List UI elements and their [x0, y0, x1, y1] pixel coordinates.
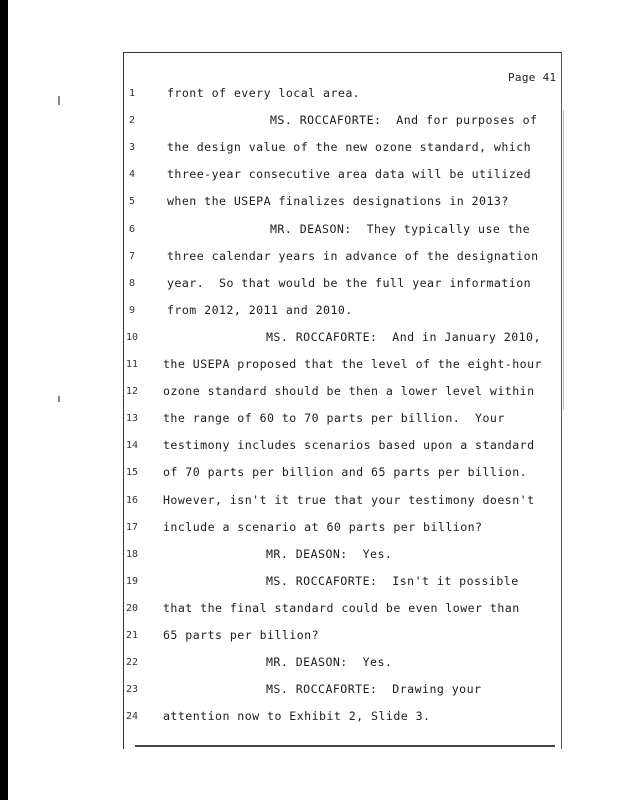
line-text: MR. DEASON: They typically use the: [270, 222, 531, 236]
line-text: attention now to Exhibit 2, Slide 3.: [163, 709, 431, 723]
line-number: 5: [128, 196, 136, 207]
line-number: 16: [125, 495, 139, 506]
line-text: 65 parts per billion?: [163, 628, 320, 642]
line-text: MS. ROCCAFORTE: Drawing your: [266, 682, 482, 696]
transcript-line: [0, 276, 618, 296]
line-text: MS. ROCCAFORTE: And in January 2010,: [266, 330, 541, 344]
line-text: MR. DEASON: Yes.: [266, 655, 393, 669]
transcript-line: [0, 493, 618, 513]
line-number: 23: [125, 684, 139, 695]
page-frame-bottom: [135, 745, 555, 747]
transcript-line: [0, 655, 618, 675]
line-number: 6: [128, 224, 136, 235]
line-text: MS. ROCCAFORTE: Isn't it possible: [266, 574, 519, 588]
line-text: the range of 60 to 70 parts per billion. Your: [163, 411, 505, 425]
transcript-line: [0, 438, 618, 458]
transcript-line: [0, 709, 618, 729]
transcript-line: [0, 384, 618, 404]
line-number: 1: [128, 88, 136, 99]
line-number: 14: [125, 440, 139, 451]
line-text: the USEPA proposed that the level of the eight-hour: [163, 357, 542, 371]
transcript-line: [0, 601, 618, 621]
line-number: 12: [125, 386, 139, 397]
transcript-line: [0, 547, 618, 567]
transcript-line: [0, 330, 618, 350]
line-text: when the USEPA finalizes designations in 2013?: [167, 194, 509, 208]
line-text: three-year consecutive area data will be utilized: [167, 167, 532, 181]
line-text: the design value of the new ozone standard, which: [167, 140, 532, 154]
line-text: However, isn't it true that your testimony doesn't: [163, 493, 535, 507]
line-number: 17: [125, 522, 139, 533]
line-number: 20: [125, 603, 139, 614]
line-number: 22: [125, 657, 139, 668]
line-text: three calendar years in advance of the designation: [167, 249, 539, 263]
transcript-line: [0, 303, 618, 323]
line-text: year. So that would be the full year information: [167, 276, 532, 290]
line-text: include a scenario at 60 parts per billion?: [163, 520, 483, 534]
line-text: of 70 parts per billion and 65 parts per billion.: [163, 465, 528, 479]
line-number: 9: [128, 305, 136, 316]
transcript-line: [0, 357, 618, 377]
transcript-line: [0, 411, 618, 431]
line-text: MS. ROCCAFORTE: And for purposes of: [270, 113, 538, 127]
transcript-line: [0, 222, 618, 242]
transcript-line: [0, 682, 618, 702]
page-number: Page 41: [508, 71, 557, 84]
line-text: ozone standard should be then a lower level within: [163, 384, 535, 398]
line-number: 24: [125, 711, 139, 722]
transcript-line: [0, 167, 618, 187]
transcript-line: [0, 140, 618, 160]
transcript-line: [0, 249, 618, 269]
line-text: from 2012, 2011 and 2010.: [167, 303, 353, 317]
line-number: 18: [125, 549, 139, 560]
transcript-line: [0, 194, 618, 214]
transcript-line: [0, 628, 618, 648]
line-number: 2: [128, 115, 136, 126]
line-number: 7: [128, 251, 136, 262]
line-number: 21: [125, 630, 139, 641]
line-text: MR. DEASON: Yes.: [266, 547, 393, 561]
line-number: 19: [125, 576, 139, 587]
line-text: that the final standard could be even lower than: [163, 601, 520, 615]
line-number: 11: [125, 359, 139, 370]
line-number: 13: [125, 413, 139, 424]
line-number: 4: [128, 169, 136, 180]
line-number: 3: [128, 142, 136, 153]
transcript-line: [0, 465, 618, 485]
line-number: 15: [125, 467, 139, 478]
transcript-line: [0, 574, 618, 594]
transcript-line: [0, 113, 618, 133]
line-number: 10: [125, 332, 139, 343]
scan-speck: [563, 110, 564, 410]
transcript-line: [0, 86, 618, 106]
line-number: 8: [128, 278, 136, 289]
line-text: testimony includes scenarios based upon a standard: [163, 438, 535, 452]
scan-speck: [58, 96, 60, 105]
scan-speck: [58, 396, 60, 402]
transcript-line: [0, 520, 618, 540]
line-text: front of every local area.: [167, 86, 361, 100]
